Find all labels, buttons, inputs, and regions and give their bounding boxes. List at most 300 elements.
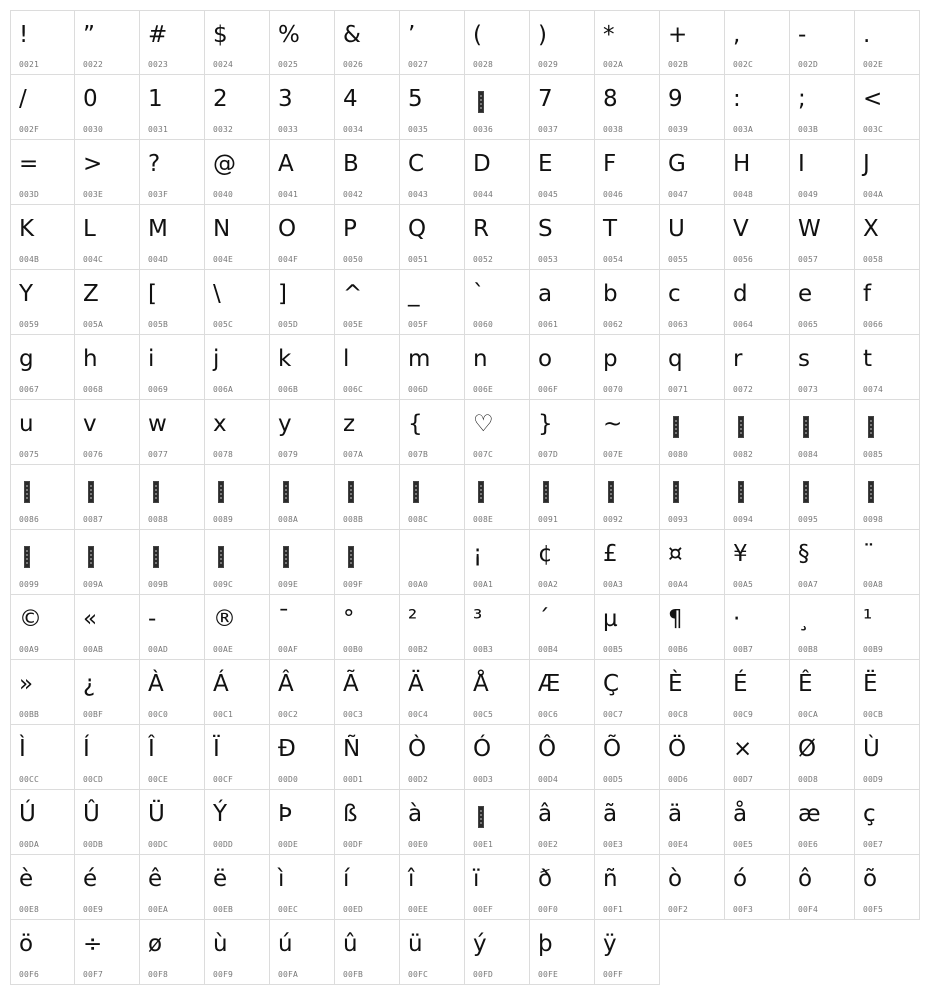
- glyph-char: z: [343, 411, 356, 437]
- glyph-cell: [335, 400, 400, 465]
- glyph-char: Á: [213, 671, 229, 697]
- glyph-code: 0065: [798, 320, 819, 329]
- glyph-char: `: [473, 281, 485, 307]
- glyph-code: 0073: [798, 385, 819, 394]
- glyph-cell: [855, 205, 920, 270]
- missing-glyph-icon: [218, 546, 224, 568]
- glyph-cell: [140, 465, 205, 530]
- glyph-code: 008B: [343, 515, 364, 524]
- glyph-cell: [335, 855, 400, 920]
- glyph-cell: [530, 530, 595, 595]
- glyph-code: 0041: [278, 190, 299, 199]
- glyph-cell: [400, 335, 465, 400]
- missing-glyph-icon: [738, 481, 744, 503]
- glyph-char: ô: [798, 866, 813, 892]
- glyph-code: 0093: [668, 515, 689, 524]
- glyph-cell: [140, 660, 205, 725]
- glyph-code: 00AD: [148, 645, 169, 654]
- glyph-cell: [790, 855, 855, 920]
- glyph-cell: [10, 660, 75, 725]
- glyph-code: 00A3: [603, 580, 624, 589]
- glyph-code: 00F1: [603, 905, 624, 914]
- missing-glyph-icon: [153, 481, 159, 503]
- glyph-char: Â: [278, 671, 294, 697]
- glyph-char: Õ: [603, 736, 622, 762]
- missing-glyph-icon: [153, 546, 159, 568]
- glyph-cell: [205, 140, 270, 205]
- glyph-cell: [75, 855, 140, 920]
- glyph-code: 00A8: [863, 580, 884, 589]
- glyph-char: à: [408, 801, 423, 827]
- glyph-code: 0027: [408, 60, 429, 69]
- glyph-char: Ð: [278, 736, 296, 762]
- glyph-code: 0050: [343, 255, 364, 264]
- missing-glyph-icon: [283, 546, 289, 568]
- glyph-code: 00EC: [278, 905, 299, 914]
- glyph-cell: [855, 140, 920, 205]
- glyph-cell: [855, 855, 920, 920]
- glyph-code: 007B: [408, 450, 429, 459]
- glyph-code: 007E: [603, 450, 624, 459]
- glyph-char: ¿: [83, 671, 96, 697]
- glyph-code: 00C1: [213, 710, 234, 719]
- glyph-char: J: [863, 151, 870, 177]
- glyph-cell: [790, 10, 855, 75]
- glyph-char: Æ: [538, 671, 561, 697]
- glyph-cell: [10, 920, 75, 985]
- glyph-cell: [595, 270, 660, 335]
- glyph-cell: [725, 335, 790, 400]
- glyph-char: í: [343, 866, 350, 892]
- glyph-code: 009F: [343, 580, 364, 589]
- glyph-cell: [140, 335, 205, 400]
- missing-glyph-icon: [868, 416, 874, 438]
- glyph-code: 0062: [603, 320, 624, 329]
- glyph-cell: [855, 10, 920, 75]
- glyph-code: 00B7: [733, 645, 754, 654]
- glyph-code: 00C8: [668, 710, 689, 719]
- glyph-cell: [205, 530, 270, 595]
- glyph-code: 008E: [473, 515, 494, 524]
- glyph-char: û: [343, 931, 358, 957]
- glyph-char: ·: [733, 606, 741, 632]
- glyph-cell: [10, 790, 75, 855]
- glyph-char: %: [278, 22, 300, 48]
- glyph-cell: [205, 270, 270, 335]
- glyph-cell: [660, 335, 725, 400]
- glyph-code: 009B: [148, 580, 169, 589]
- glyph-char: ¥: [733, 541, 748, 567]
- glyph-cell: [75, 790, 140, 855]
- glyph-cell: [75, 75, 140, 140]
- glyph-cell: [790, 75, 855, 140]
- glyph-char: {: [408, 411, 423, 437]
- glyph-code: 00E2: [538, 840, 559, 849]
- glyph-code: 0068: [83, 385, 104, 394]
- glyph-char: }: [538, 411, 553, 437]
- glyph-code: 00A2: [538, 580, 559, 589]
- glyph-code: 00E9: [83, 905, 104, 914]
- glyph-code: 004B: [19, 255, 40, 264]
- glyph-cell: [335, 335, 400, 400]
- glyph-char: j: [213, 346, 220, 372]
- glyph-char: B: [343, 151, 359, 177]
- glyph-cell: [595, 205, 660, 270]
- glyph-cell: [400, 465, 465, 530]
- glyph-cell: [530, 465, 595, 530]
- glyph-code: 006F: [538, 385, 559, 394]
- glyph-char: e: [798, 281, 813, 307]
- glyph-code: 0054: [603, 255, 624, 264]
- glyph-char: O: [278, 216, 297, 242]
- glyph-code: 0046: [603, 190, 624, 199]
- glyph-cell: [660, 10, 725, 75]
- glyph-char: w: [148, 411, 167, 437]
- missing-glyph-icon: [868, 481, 874, 503]
- glyph-cell: [465, 725, 530, 790]
- glyph-cell: [400, 270, 465, 335]
- glyph-cell: [205, 335, 270, 400]
- glyph-code: 0063: [668, 320, 689, 329]
- glyph-cell: [530, 660, 595, 725]
- glyph-code: 00D3: [473, 775, 494, 784]
- glyph-code: 00D9: [863, 775, 884, 784]
- glyph-code: 005D: [278, 320, 299, 329]
- glyph-cell: [790, 400, 855, 465]
- glyph-code: 006D: [408, 385, 429, 394]
- glyph-char: S: [538, 216, 553, 242]
- glyph-cell: [10, 530, 75, 595]
- glyph-cell: [140, 530, 205, 595]
- glyph-code: 00D5: [603, 775, 624, 784]
- glyph-code: 0043: [408, 190, 429, 199]
- glyph-cell: [205, 10, 270, 75]
- missing-glyph-icon: [24, 481, 30, 503]
- glyph-cell: [595, 855, 660, 920]
- glyph-char: 7: [538, 86, 553, 112]
- glyph-code: 0071: [668, 385, 689, 394]
- missing-glyph-icon: [543, 481, 549, 503]
- glyph-cell: [75, 400, 140, 465]
- glyph-char: Q: [408, 216, 427, 242]
- glyph-code: 0072: [733, 385, 754, 394]
- glyph-cell: [595, 530, 660, 595]
- glyph-char: ©: [19, 606, 42, 632]
- glyph-char: ä: [668, 801, 683, 827]
- glyph-char: H: [733, 151, 751, 177]
- glyph-code: 00D7: [733, 775, 754, 784]
- glyph-cell: [335, 530, 400, 595]
- glyph-char: ¡: [473, 541, 483, 567]
- glyph-code: 00A1: [473, 580, 494, 589]
- glyph-char: 4: [343, 86, 358, 112]
- glyph-cell: [465, 400, 530, 465]
- glyph-char: +: [668, 22, 688, 48]
- glyph-code: 00C5: [473, 710, 494, 719]
- glyph-char: i: [148, 346, 155, 372]
- glyph-cell: [595, 595, 660, 660]
- glyph-code: 0030: [83, 125, 104, 134]
- glyph-char: ð: [538, 866, 553, 892]
- glyph-char: ”: [83, 22, 95, 48]
- glyph-cell: [595, 725, 660, 790]
- glyph-char: @: [213, 151, 236, 177]
- glyph-char: D: [473, 151, 491, 177]
- missing-glyph-icon: [88, 481, 94, 503]
- glyph-char: F: [603, 151, 617, 177]
- glyph-char: ì: [278, 866, 285, 892]
- glyph-cell: [205, 725, 270, 790]
- glyph-cell: [400, 530, 465, 595]
- glyph-char: ò: [668, 866, 683, 892]
- missing-glyph-icon: [803, 416, 809, 438]
- glyph-char: õ: [863, 866, 878, 892]
- glyph-char: Ó: [473, 736, 492, 762]
- glyph-cell: [660, 140, 725, 205]
- glyph-char: h: [83, 346, 98, 372]
- glyph-code: 0064: [733, 320, 754, 329]
- glyph-char: Å: [473, 671, 489, 697]
- glyph-cell: [790, 790, 855, 855]
- glyph-code: 00DA: [19, 840, 40, 849]
- glyph-code: 0036: [473, 125, 494, 134]
- glyph-cell: [75, 10, 140, 75]
- glyph-cell: [205, 790, 270, 855]
- glyph-cell: [270, 530, 335, 595]
- glyph-char: /: [19, 86, 27, 112]
- glyph-cell: [270, 335, 335, 400]
- glyph-char: I: [798, 151, 805, 177]
- glyph-cell: [270, 10, 335, 75]
- glyph-code: 00B0: [343, 645, 364, 654]
- glyph-cell: [335, 75, 400, 140]
- glyph-char: ¹: [863, 606, 873, 632]
- glyph-cell: [855, 790, 920, 855]
- glyph-cell: [205, 205, 270, 270]
- glyph-char: ¤: [668, 541, 683, 567]
- glyph-char: X: [863, 216, 879, 242]
- glyph-cell: [400, 205, 465, 270]
- glyph-char: $: [213, 22, 228, 48]
- glyph-char: ,: [733, 22, 741, 48]
- glyph-code: 00B5: [603, 645, 624, 654]
- glyph-cell: [205, 465, 270, 530]
- glyph-char: Ú: [19, 801, 36, 827]
- glyph-char: ý: [473, 931, 487, 957]
- glyph-cell: [270, 595, 335, 660]
- glyph-cell: [75, 270, 140, 335]
- glyph-cell: [660, 530, 725, 595]
- glyph-code: 004E: [213, 255, 234, 264]
- glyph-char: ♡: [473, 411, 494, 437]
- glyph-cell: [530, 790, 595, 855]
- glyph-cell: [400, 920, 465, 985]
- glyph-cell: [725, 530, 790, 595]
- glyph-code: 0094: [733, 515, 754, 524]
- glyph-char: G: [668, 151, 686, 177]
- glyph-code: 00BF: [83, 710, 104, 719]
- glyph-code: 00B2: [408, 645, 429, 654]
- glyph-cell: [465, 920, 530, 985]
- glyph-cell: [725, 790, 790, 855]
- glyph-cell: [140, 400, 205, 465]
- glyph-code: 00F7: [83, 970, 104, 979]
- glyph-cell: [530, 10, 595, 75]
- glyph-code: 00B6: [668, 645, 689, 654]
- glyph-char: K: [19, 216, 35, 242]
- glyph-cell: [790, 270, 855, 335]
- glyph-code: 00E7: [863, 840, 884, 849]
- glyph-char: &: [343, 22, 361, 48]
- glyph-cell: [465, 10, 530, 75]
- glyph-char: ú: [278, 931, 293, 957]
- glyph-char: Ï: [213, 736, 220, 762]
- glyph-code: 0087: [83, 515, 104, 524]
- glyph-cell: [595, 400, 660, 465]
- glyph-code: 0055: [668, 255, 689, 264]
- missing-glyph-icon: [218, 481, 224, 503]
- glyph-code: 006E: [473, 385, 494, 394]
- glyph-code: 0047: [668, 190, 689, 199]
- glyph-cell: [75, 725, 140, 790]
- glyph-char: <: [863, 86, 883, 112]
- glyph-code: 0070: [603, 385, 624, 394]
- glyph-cell: [270, 75, 335, 140]
- glyph-cell: [10, 725, 75, 790]
- glyph-code: 0028: [473, 60, 494, 69]
- glyph-code: 00EE: [408, 905, 429, 914]
- glyph-char: C: [408, 151, 425, 177]
- glyph-code: 00F6: [19, 970, 40, 979]
- glyph-code: 00BB: [19, 710, 40, 719]
- glyph-char: q: [668, 346, 683, 372]
- glyph-cell: [400, 595, 465, 660]
- glyph-char: s: [798, 346, 810, 372]
- glyph-code: 003A: [733, 125, 754, 134]
- glyph-cell: [75, 335, 140, 400]
- glyph-code: 00CB: [863, 710, 884, 719]
- glyph-code: 00B3: [473, 645, 494, 654]
- glyph-code: 0086: [19, 515, 40, 524]
- glyph-char: ê: [148, 866, 163, 892]
- glyph-code: 00EF: [473, 905, 494, 914]
- glyph-char: 8: [603, 86, 618, 112]
- glyph-cell: [465, 465, 530, 530]
- glyph-char: ~: [603, 411, 623, 437]
- glyph-char: N: [213, 216, 231, 242]
- glyph-char: >: [83, 151, 103, 177]
- glyph-cell: [660, 400, 725, 465]
- glyph-cell: [400, 790, 465, 855]
- glyph-code: 0026: [343, 60, 364, 69]
- glyph-code: 00A7: [798, 580, 819, 589]
- glyph-char: !: [19, 22, 29, 48]
- glyph-code: 0079: [278, 450, 299, 459]
- glyph-code: 002D: [798, 60, 819, 69]
- glyph-code: 002C: [733, 60, 754, 69]
- glyph-cell: [595, 465, 660, 530]
- glyph-code: 00FF: [603, 970, 624, 979]
- glyph-cell: [335, 270, 400, 335]
- glyph-cell: [790, 725, 855, 790]
- glyph-cell: [660, 725, 725, 790]
- glyph-cell: [530, 140, 595, 205]
- missing-glyph-icon: [478, 806, 484, 828]
- glyph-code: 00CD: [83, 775, 104, 784]
- glyph-code: 00E5: [733, 840, 754, 849]
- glyph-code: 0033: [278, 125, 299, 134]
- glyph-cell: [855, 595, 920, 660]
- glyph-code: 0048: [733, 190, 754, 199]
- glyph-cell: [530, 595, 595, 660]
- glyph-code: 00D2: [408, 775, 429, 784]
- glyph-char: ®: [213, 606, 236, 632]
- glyph-code: 00FA: [278, 970, 299, 979]
- glyph-code: 004C: [83, 255, 104, 264]
- glyph-cell: [205, 855, 270, 920]
- glyph-cell: [400, 140, 465, 205]
- glyph-code: 0061: [538, 320, 559, 329]
- glyph-char: A: [278, 151, 294, 177]
- glyph-code: 00E4: [668, 840, 689, 849]
- glyph-char: µ: [603, 606, 618, 632]
- missing-glyph-icon: [608, 481, 614, 503]
- glyph-code: 0060: [473, 320, 494, 329]
- glyph-char: °: [343, 606, 355, 632]
- glyph-cell: [790, 530, 855, 595]
- glyph-code: 0091: [538, 515, 559, 524]
- glyph-cell: [855, 270, 920, 335]
- glyph-code: 00D0: [278, 775, 299, 784]
- glyph-code: 0045: [538, 190, 559, 199]
- glyph-char: ñ: [603, 866, 618, 892]
- glyph-code: 0053: [538, 255, 559, 264]
- glyph-code: 00F9: [213, 970, 234, 979]
- glyph-cell: [465, 205, 530, 270]
- glyph-cell: [10, 465, 75, 530]
- glyph-char: k: [278, 346, 292, 372]
- glyph-char: Î: [148, 736, 155, 762]
- glyph-code: 00E0: [408, 840, 429, 849]
- glyph-cell: [205, 75, 270, 140]
- glyph-cell: [465, 75, 530, 140]
- glyph-cell: [855, 465, 920, 530]
- glyph-char: ü: [408, 931, 423, 957]
- glyph-char: Ã: [343, 671, 359, 697]
- glyph-char: :: [733, 86, 741, 112]
- glyph-code: 00A4: [668, 580, 689, 589]
- glyph-char: Ò: [408, 736, 427, 762]
- glyph-code: 00C0: [148, 710, 169, 719]
- glyph-code: 003C: [863, 125, 884, 134]
- glyph-cell: [270, 660, 335, 725]
- glyph-char: Ê: [798, 671, 813, 697]
- glyph-code: 0098: [863, 515, 884, 524]
- glyph-cell: [140, 595, 205, 660]
- glyph-code: 00CE: [148, 775, 169, 784]
- glyph-char: m: [408, 346, 431, 372]
- glyph-char: ÿ: [603, 931, 617, 957]
- glyph-cell: [400, 660, 465, 725]
- glyph-code: 0032: [213, 125, 234, 134]
- missing-glyph-icon: [478, 91, 484, 113]
- glyph-code: 00AB: [83, 645, 104, 654]
- glyph-char: .: [863, 22, 871, 48]
- glyph-cell: [530, 400, 595, 465]
- glyph-cell: [270, 140, 335, 205]
- glyph-char: b: [603, 281, 618, 307]
- glyph-code: 00E3: [603, 840, 624, 849]
